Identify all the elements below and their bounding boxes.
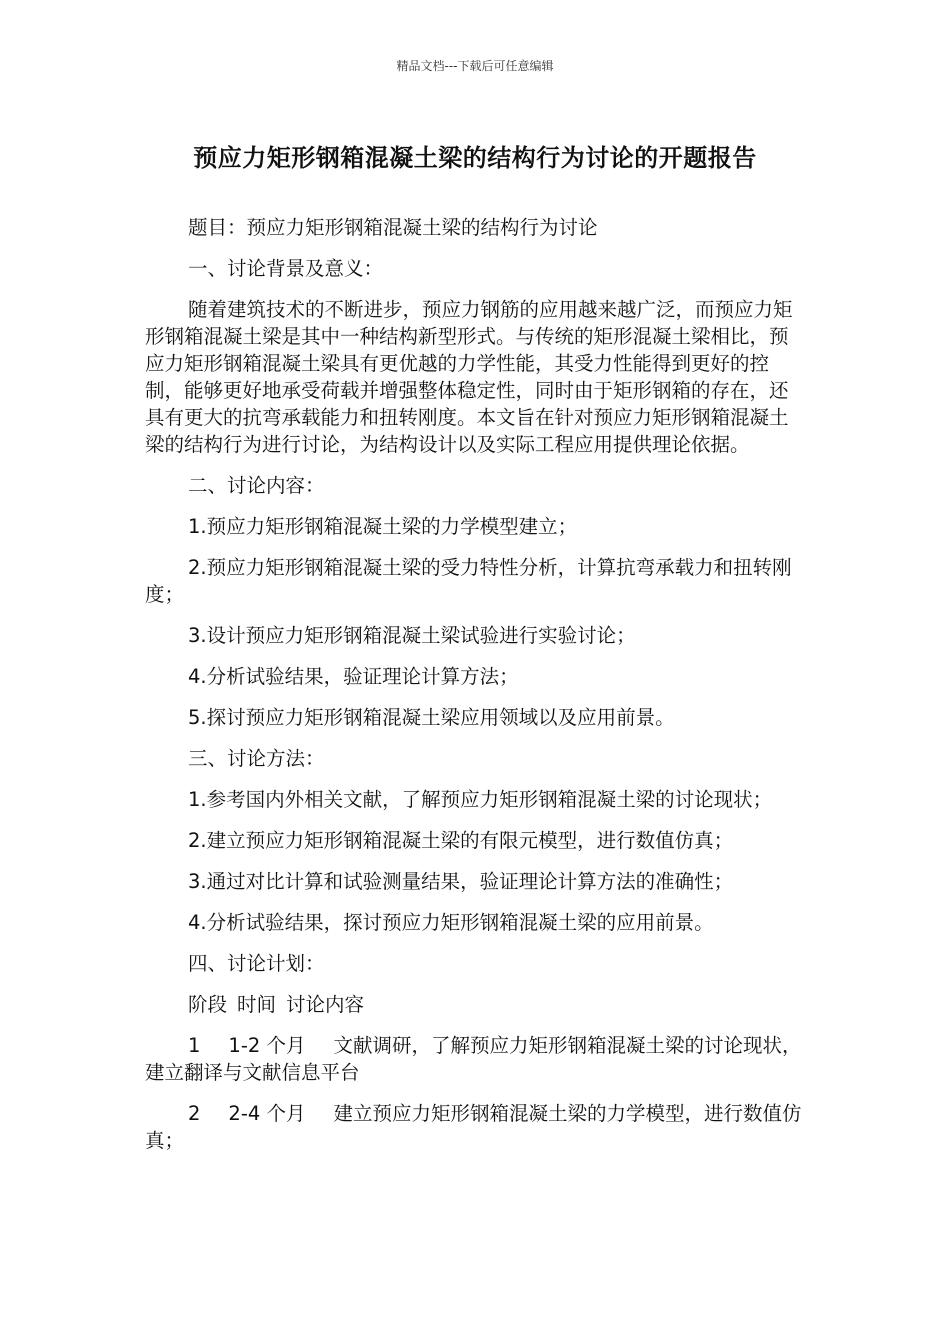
section2-item: 1.预应力矩形钢箱混凝土梁的力学模型建立； [188, 515, 578, 538]
plan-row-content: 建立预应力矩形钢箱混凝土梁的力学模型，进行数值仿真； [145, 1102, 802, 1152]
plan-row-stage: 1 [188, 1034, 201, 1057]
section3-item: 2.建立预应力矩形钢箱混凝土梁的有限元模型，进行数值仿真； [188, 829, 734, 852]
plan-header-content: 讨论内容 [286, 993, 365, 1016]
section2-heading: 二、讨论内容： [188, 474, 325, 497]
plan-row [145, 1100, 805, 1154]
section1-paragraph: 随着建筑技术的不断进步，预应力钢筋的应用越来越广泛，而预应力矩形钢箱混凝土梁是其中一种结构新型形式。与传统的矩形混凝土梁相比，预应力矩形钢箱混凝土梁具有更优越的力学性能，其受力性能得到更好的控制，能够更好地承受荷载并增强整体稳定性，同时由于矩形钢箱的存在，还具有更大的抗弯承载能力和扭转刚度。本文旨在针对预应力矩形钢箱混凝土梁的结构行为进行讨论，为结构设计以及实际工程应用提供理论依据。 [145, 298, 793, 456]
section3-item: 4.分析试验结果，探讨预应力矩形钢箱混凝土梁的应用前景。 [188, 911, 714, 934]
topic-line: 题目：预应力矩形钢箱混凝土梁的结构行为讨论 [188, 216, 598, 239]
plan-header-stage: 阶段 [188, 993, 228, 1016]
plan-header-time: 时间 [237, 993, 277, 1016]
section3-item: 3.通过对比计算和试验测量结果，验证理论计算方法的准确性； [188, 870, 734, 893]
section2-item: 2.预应力矩形钢箱混凝土梁的受力特性分析，计算抗弯承载力和扭转刚度； [145, 556, 792, 606]
document-body [145, 214, 805, 1168]
plan-row-time: 2-4 个月 [228, 1102, 306, 1125]
plan-row-content: 文献调研，了解预应力矩形钢箱混凝土梁的讨论现状，建立翻译与文献信息平台 [145, 1034, 802, 1084]
section1-heading: 一、讨论背景及意义： [188, 257, 384, 280]
section3-heading: 三、讨论方法： [188, 747, 325, 770]
section2-item: 3.设计预应力矩形钢箱混凝土梁试验进行实验讨论； [188, 624, 636, 647]
page-header: 精品文档---下载后可任意编辑 [396, 59, 554, 73]
plan-table-header [145, 991, 805, 1018]
section3-item: 1.参考国内外相关文献，了解预应力矩形钢箱混凝土梁的讨论现状； [188, 788, 773, 811]
plan-row [145, 1032, 805, 1086]
section4-heading: 四、讨论计划： [188, 952, 325, 975]
plan-row-stage: 2 [188, 1102, 201, 1125]
plan-row-time: 1-2 个月 [228, 1034, 306, 1057]
section2-item: 5.探讨预应力矩形钢箱混凝土梁应用领域以及应用前景。 [188, 706, 675, 729]
document-title: 预应力矩形钢箱混凝土梁的结构行为讨论的开题报告 [193, 144, 757, 172]
section2-item: 4.分析试验结果，验证理论计算方法； [188, 665, 519, 688]
